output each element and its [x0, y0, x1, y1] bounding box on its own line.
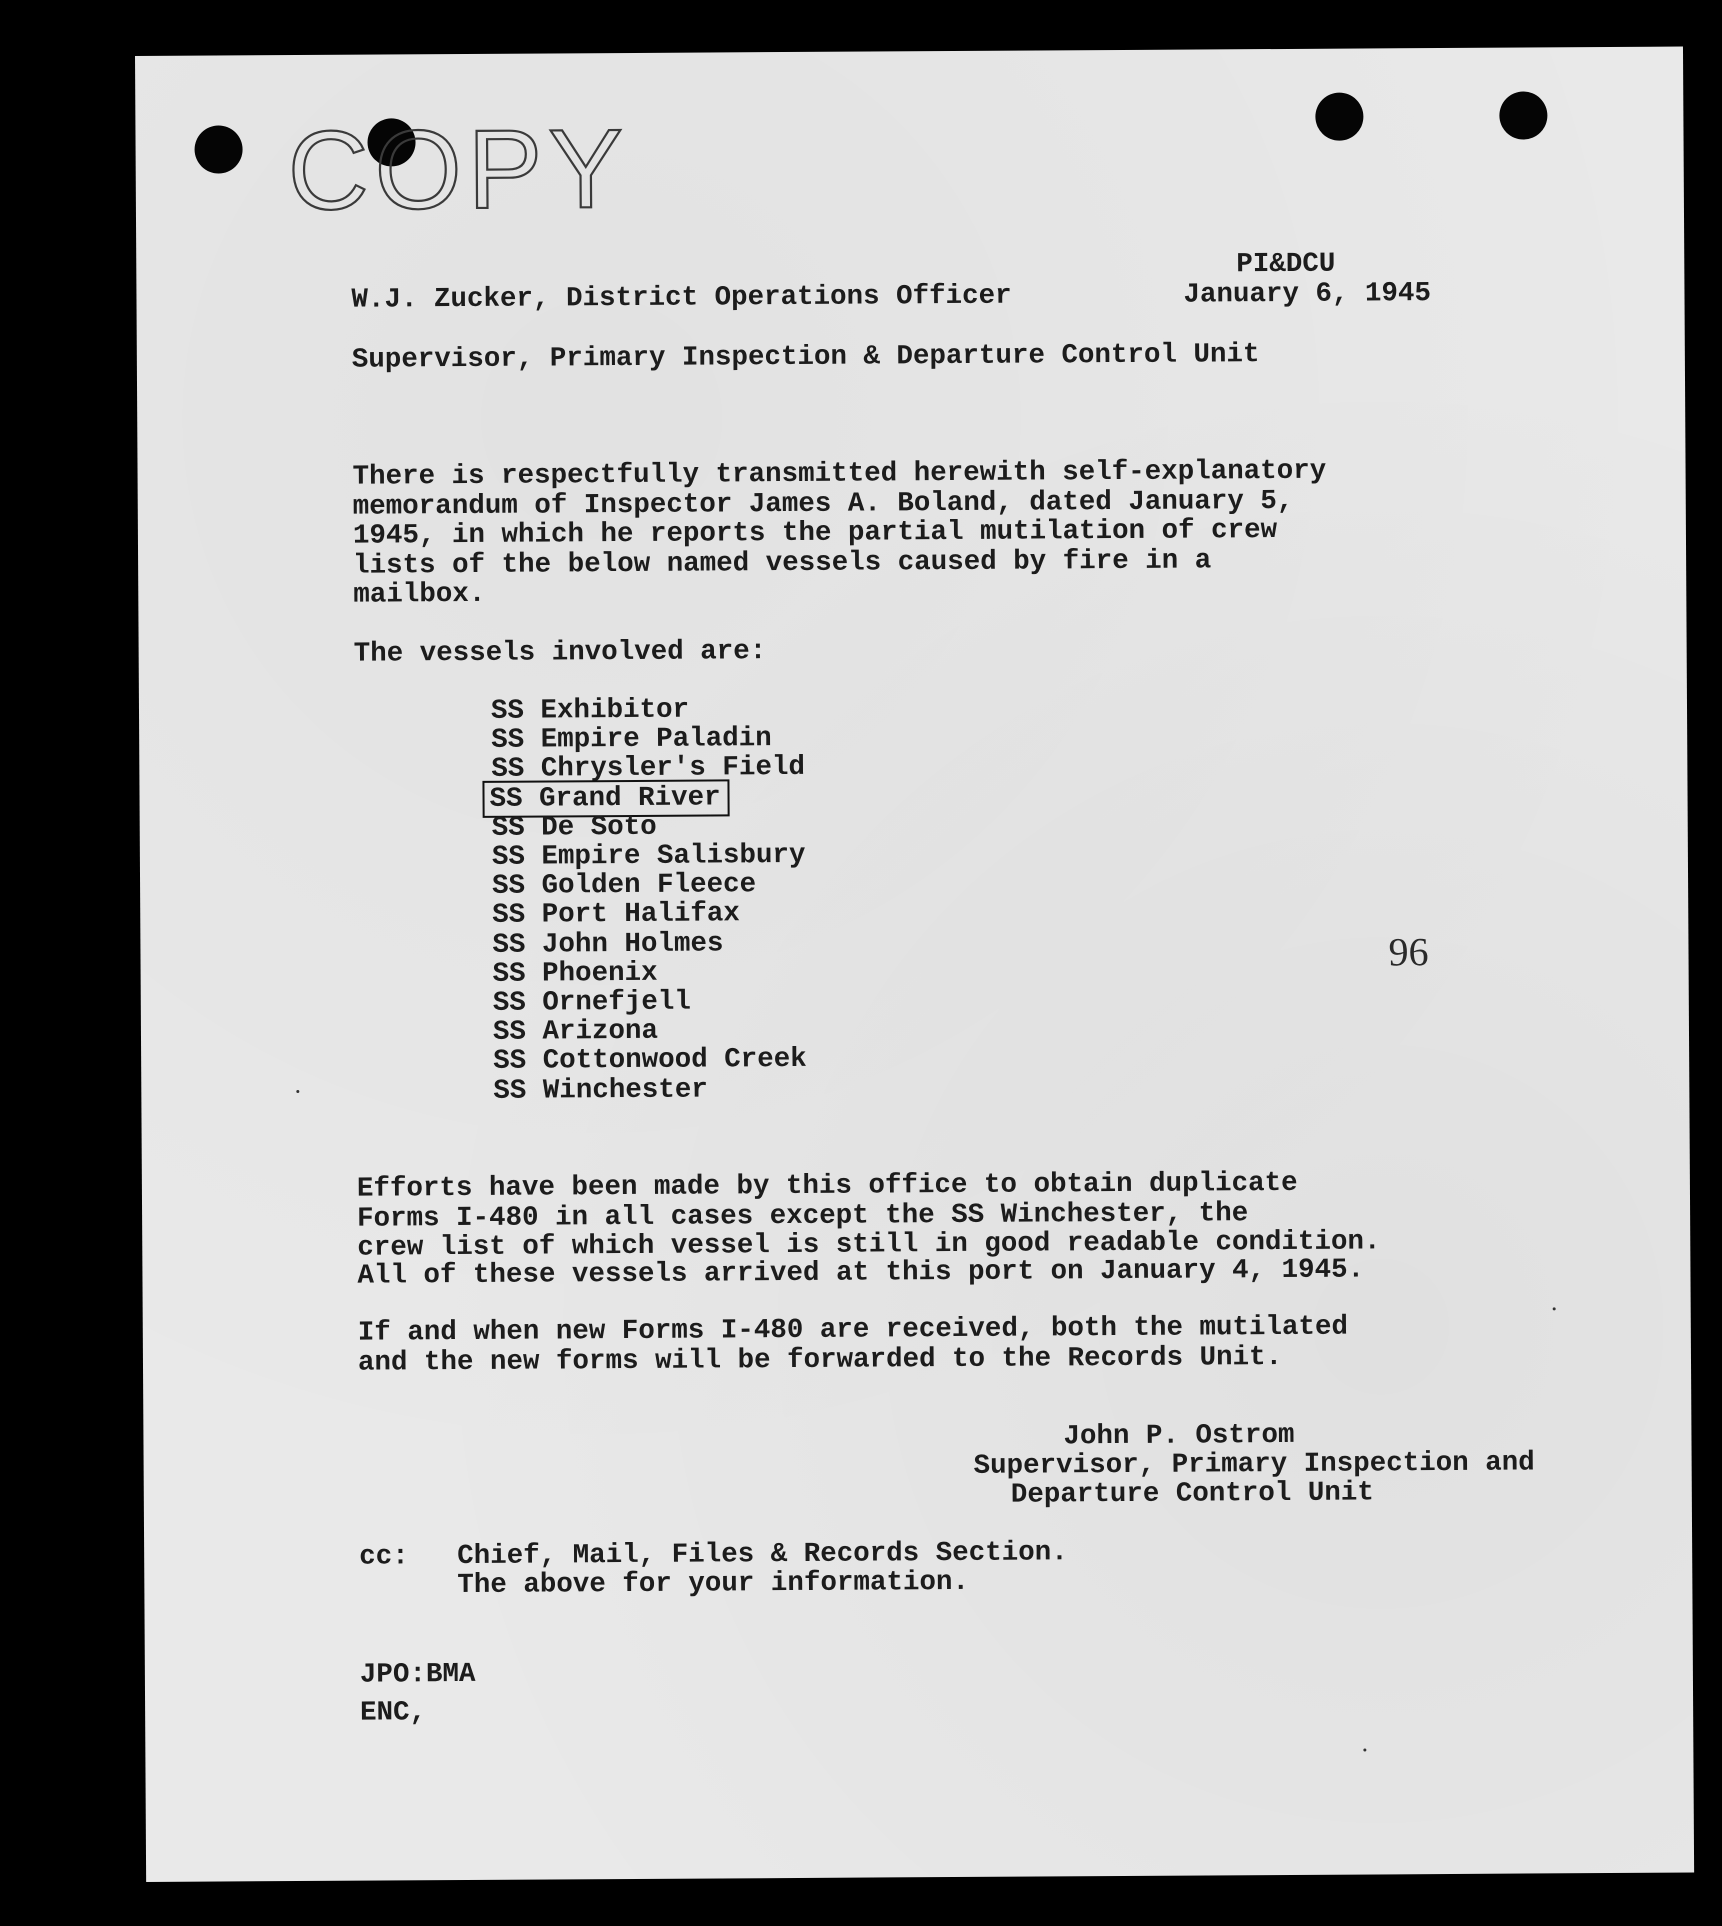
signature-title-line-1: Supervisor, Primary Inspection and [973, 1447, 1535, 1482]
punch-hole-3 [1315, 92, 1363, 140]
paragraph-1-line: 1945, in which he reports the partial mutilation of crew [352, 515, 1278, 552]
paragraph-4 [358, 1313, 1349, 1378]
vessel-item: SS Winchester [493, 1074, 708, 1107]
vessel-item: SS Ornefjell [492, 986, 691, 1019]
vessel-item: SS Phoenix [492, 957, 658, 990]
cc-line-1: Chief, Mail, Files & Records Section. [457, 1537, 1068, 1573]
cc-line-2: The above for your information. [457, 1566, 970, 1602]
vessel-item: SS Port Halifax [492, 898, 740, 932]
vessel-item: SS Empire Salisbury [491, 839, 806, 873]
vessel-item: SS John Holmes [492, 928, 724, 961]
paragraph-1 [352, 457, 1327, 610]
paragraph-4-line: If and when new Forms I-480 are received, both the mutilated [357, 1311, 1349, 1349]
vessel-item: SS Chrysler's Field [491, 752, 806, 786]
signature-name: John P. Ostrom [1063, 1419, 1295, 1453]
paragraph-2-line: Forms I-480 in all cases except the SS Winchester, the [357, 1197, 1249, 1235]
paragraph-4-line: and the new forms will be forwarded to the Records Unit. [357, 1341, 1283, 1379]
paragraph-2-line: crew list of which vessel is still in good readable condition. [357, 1226, 1381, 1264]
header-date: January 6, 1945 [1183, 278, 1432, 311]
header-from: W.J. Zucker, District Operations Officer [351, 280, 1012, 316]
vessels-intro: The vessels involved are: [353, 636, 767, 670]
copy-stamp: COPY [287, 105, 630, 234]
punch-hole-1 [194, 125, 242, 173]
punch-hole-4 [1499, 91, 1547, 139]
paragraph-2-line: Efforts have been made by this office to obtain duplicate [356, 1167, 1298, 1205]
paper-speck [1553, 1307, 1556, 1310]
vessel-highlight-box: SS Grand River [485, 782, 726, 814]
header-to: Supervisor, Primary Inspection & Departure Control Unit [351, 339, 1260, 376]
paragraph-1-line: There is respectfully transmitted herewith self-explanatory [352, 455, 1327, 493]
typist-initials: JPO:BMA [359, 1658, 476, 1691]
vessel-item: SS Empire Paladin [491, 723, 772, 757]
header-code: PI&DCU [1236, 248, 1336, 281]
paragraph-3: All of these vessels arrived at this port on January 4, 1945. [357, 1254, 1365, 1292]
paragraph-2 [357, 1168, 1381, 1263]
paper-speck [1363, 1749, 1366, 1752]
paragraph-1-line: mailbox. [353, 578, 486, 611]
vessel-item: SS Exhibitor [490, 694, 690, 727]
cc-label: cc: [359, 1541, 409, 1573]
enclosure-note: ENC, [360, 1697, 427, 1729]
vessel-item: SS Arizona [492, 1016, 659, 1049]
paragraph-1-line: memorandum of Inspector James A. Boland, dated January 5, [352, 485, 1294, 523]
signature-title-line-2: Departure Control Unit [1010, 1477, 1374, 1511]
paragraph-1-line: lists of the below named vessels caused by fire in a [353, 544, 1212, 582]
vessel-item: SS Golden Fleece [491, 869, 757, 903]
vessel-item: SS Cottonwood Creek [493, 1044, 807, 1078]
margin-page-number: 96 [1388, 929, 1429, 975]
paper-speck [296, 1090, 299, 1093]
vessel-item: SS De Soto [491, 811, 657, 844]
vessel-list [491, 695, 807, 1106]
document-page [135, 47, 1694, 1882]
vessel-item-boxed [491, 783, 805, 814]
